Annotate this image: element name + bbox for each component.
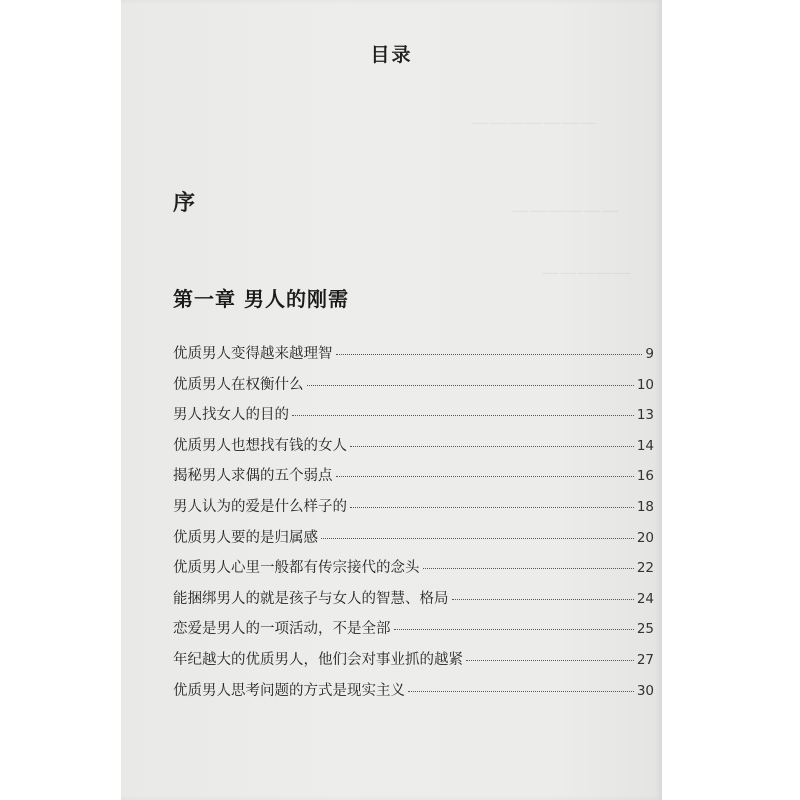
- toc-list: [173, 342, 654, 709]
- dot-leader: [307, 385, 634, 386]
- toc-entry-title: 能捆绑男人的就是孩子与女人的智慧、格局: [173, 590, 449, 607]
- toc-entry-title: 优质男人变得越来越理智: [173, 346, 333, 362]
- toc-entry-page: 9: [645, 346, 654, 362]
- toc-entry-page: 22: [636, 560, 654, 577]
- toc-entry-title: 优质男人思考问题的方式是现实主义: [173, 682, 405, 699]
- toc-entry[interactable]: [173, 648, 654, 679]
- dot-leader: [408, 691, 634, 692]
- chapter-heading: 第一章 男人的刚需: [173, 287, 349, 311]
- dot-leader: [423, 568, 634, 569]
- dot-leader: [336, 354, 643, 355]
- dot-leader: [394, 629, 634, 630]
- dot-leader: [336, 476, 634, 477]
- toc-entry-page: 10: [636, 376, 654, 393]
- toc-entry[interactable]: [173, 373, 654, 404]
- dot-leader: [321, 538, 634, 539]
- toc-entry-page: 25: [636, 621, 654, 638]
- toc-entry[interactable]: [173, 526, 654, 557]
- toc-entry-title: 男人找女人的目的: [173, 407, 289, 424]
- toc-entry[interactable]: [173, 464, 654, 495]
- toc-entry[interactable]: [173, 342, 654, 373]
- toc-entry[interactable]: [173, 556, 654, 587]
- toc-entry-page: 24: [636, 590, 654, 607]
- preface-heading: 序: [173, 190, 196, 216]
- book-page: [121, 0, 662, 800]
- dot-leader: [350, 507, 634, 508]
- toc-entry[interactable]: [173, 403, 654, 434]
- show-through-text: ———————: [471, 112, 597, 133]
- toc-entry[interactable]: [173, 495, 654, 526]
- toc-entry-title: 优质男人在权衡什么: [173, 376, 304, 393]
- toc-entry-page: 30: [636, 682, 654, 699]
- toc-entry[interactable]: [173, 679, 654, 710]
- toc-entry[interactable]: [173, 587, 654, 618]
- toc-entry-title: 优质男人也想找有钱的女人: [173, 437, 347, 454]
- show-through-text: —————: [541, 262, 631, 283]
- toc-entry-title: 男人认为的爱是什么样子的: [173, 498, 347, 515]
- toc-entry-page: 13: [636, 407, 654, 424]
- toc-entry-page: 18: [636, 498, 654, 515]
- toc-entry-page: 20: [636, 529, 654, 546]
- toc-entry-title: 年纪越大的优质男人，他们会对事业抓的越紧: [173, 651, 463, 668]
- toc-entry-title: 优质男人要的是归属感: [173, 529, 318, 546]
- toc-entry-title: 优质男人心里一般都有传宗接代的念头: [173, 560, 420, 577]
- dot-leader: [350, 446, 634, 447]
- toc-entry-page: 27: [636, 651, 654, 668]
- dot-leader: [452, 599, 634, 600]
- toc-entry-page: 14: [636, 437, 654, 454]
- dot-leader: [292, 415, 634, 416]
- toc-entry[interactable]: [173, 617, 654, 648]
- toc-entry[interactable]: [173, 434, 654, 465]
- toc-entry-title: 恋爱是男人的一项活动，不是全部: [173, 621, 391, 638]
- show-through-text: ——————: [511, 200, 619, 221]
- page-title: 目录: [370, 44, 413, 66]
- toc-entry-page: 16: [636, 468, 654, 485]
- dot-leader: [466, 660, 634, 661]
- toc-entry-title: 揭秘男人求偶的五个弱点: [173, 468, 333, 485]
